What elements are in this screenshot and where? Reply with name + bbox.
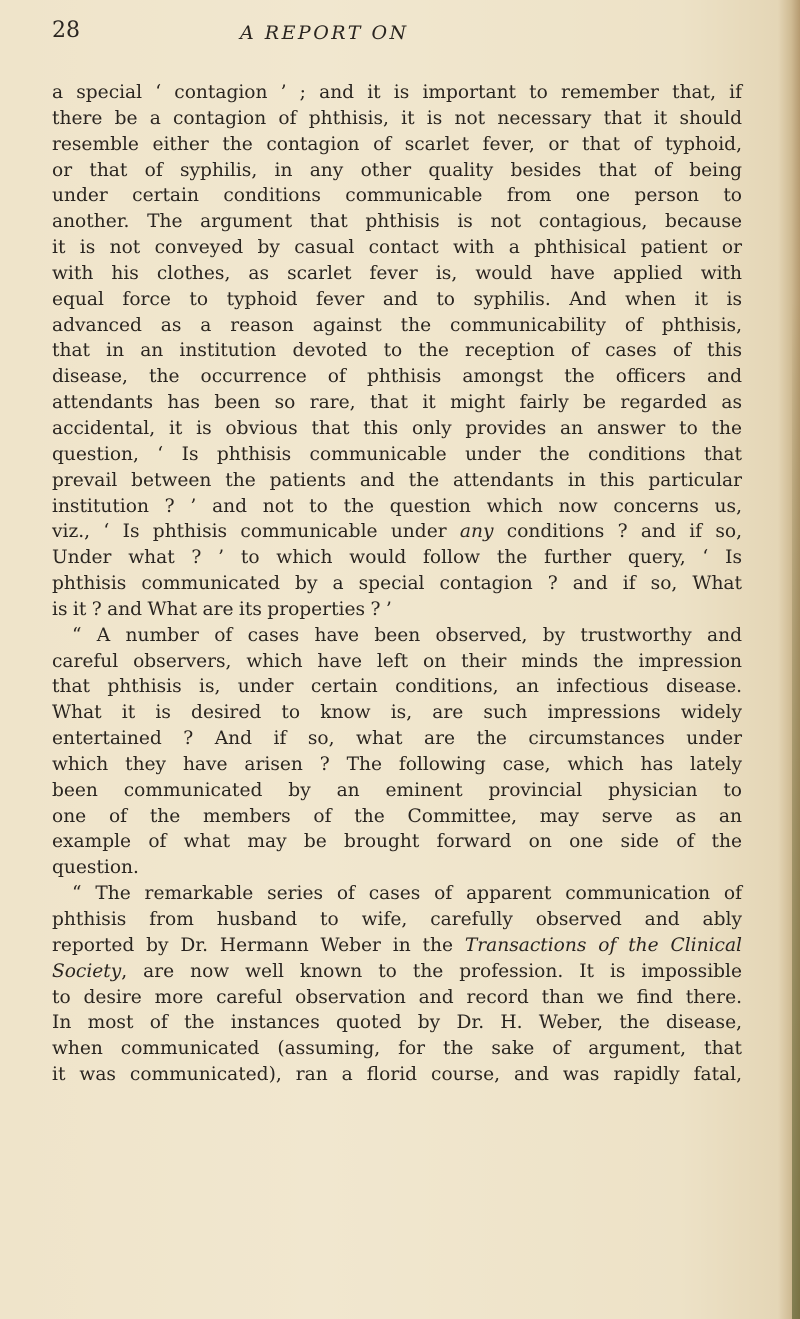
text-line [52, 907, 742, 933]
italic-text: Transactions of the Clinical [464, 934, 742, 956]
text-line [52, 881, 742, 907]
text-segment: with his clothes, as scarlet fever is, would have applied with [52, 262, 742, 284]
text-line [52, 623, 742, 649]
text-line [52, 959, 742, 985]
text-line [52, 313, 742, 339]
text-segment: accidental, it is obvious that this only provides an answer to the [52, 417, 742, 439]
text-segment: it is not conveyed by casual contact with a phthisical patient or [52, 237, 742, 259]
text-segment: when communicated (assuming, for the sake of argument, that [52, 1038, 742, 1060]
text-segment: viz., ‘ Is phthisis communicable under [52, 521, 460, 543]
text-line [52, 235, 742, 261]
text-line [52, 649, 742, 675]
text-line [52, 494, 742, 520]
text-line [52, 1036, 742, 1062]
text-line [52, 132, 742, 158]
text-segment: equal force to typhoid fever and to syphilis. And when it is [52, 288, 742, 310]
text-line [52, 364, 742, 390]
text-segment: advanced as a reason against the communicability of phthisis, [52, 314, 742, 336]
text-line [52, 855, 742, 881]
text-segment: careful observers, which have left on their minds the impression [52, 650, 742, 672]
text-line [52, 726, 742, 752]
text-line [52, 778, 742, 804]
text-line [52, 261, 742, 287]
text-segment: disease, the occurrence of phthisis amongst the officers and [52, 366, 742, 388]
text-segment: one of the members of the Committee, may serve as an [52, 805, 742, 827]
text-segment: or that of syphilis, in any other quality besides that of being [52, 159, 742, 181]
text-segment: “ The remarkable series of cases of apparent communication of [72, 883, 742, 905]
text-line [52, 338, 742, 364]
text-segment: In most of the instances quoted by Dr. H. Weber, the disease, [52, 1012, 742, 1034]
text-line [52, 158, 742, 184]
text-line [52, 597, 742, 623]
body-text [52, 80, 742, 1088]
text-segment: under certain conditions communicable from one person to [52, 185, 742, 207]
text-segment: prevail between the patients and the attendants in this particular [52, 469, 742, 491]
text-line [52, 1010, 742, 1036]
text-line [52, 519, 742, 545]
text-segment: there be a contagion of phthisis, it is not necessary that it should [52, 107, 742, 129]
text-segment: entertained ? And if so, what are the circumstances under [52, 728, 742, 750]
text-line [52, 80, 742, 106]
text-segment: “ A number of cases have been observed, by trustworthy and [72, 624, 742, 646]
running-head: A REPORT ON [240, 22, 409, 44]
text-line [52, 829, 742, 855]
text-segment: phthisis from husband to wife, carefully observed and ably [52, 909, 742, 930]
page-header [52, 18, 752, 58]
text-line [52, 804, 742, 830]
text-segment: phthisis communicated by a special contagion ? and if so, What [52, 573, 742, 595]
text-line [52, 700, 742, 726]
text-segment: example of what may be brought forward on one side of the [52, 831, 742, 853]
text-line [52, 416, 742, 442]
text-line [52, 545, 742, 571]
page-number: 28 [52, 18, 80, 43]
text-line [52, 468, 742, 494]
text-segment: another. The argument that phthisis is not contagious, because [52, 211, 742, 233]
text-segment: , are now well known to the profession. It is impossible [121, 960, 742, 982]
text-line [52, 985, 742, 1011]
text-line [52, 287, 742, 313]
text-segment: resemble either the contagion of scarlet fever, or that of typhoid, [52, 133, 742, 155]
text-segment: that in an institution devoted to the reception of cases of this [52, 340, 742, 362]
page-edge-stain [792, 300, 800, 1319]
text-segment: that phthisis is, under certain conditions, an infectious disease. [52, 676, 742, 698]
text-segment: question. [52, 857, 139, 879]
text-segment: question, ‘ Is phthisis communicable under the conditions that [52, 443, 742, 465]
text-line [52, 442, 742, 468]
text-segment: which they have arisen ? The following case, which has lately [52, 753, 742, 775]
text-segment: attendants has been so rare, that it might fairly be regarded as [52, 392, 742, 414]
italic-text: Society [52, 960, 122, 982]
text-line [52, 183, 742, 209]
text-line [52, 1062, 742, 1088]
text-segment: been communicated by an eminent provincial physician to [52, 779, 742, 801]
text-segment: reported by Dr. Hermann Weber in the [52, 934, 465, 956]
text-line [52, 390, 742, 416]
text-segment: is it ? and What are its properties ? ’ [52, 598, 392, 620]
text-line [52, 933, 742, 959]
text-segment: Under what ? ’ to which would follow the further query, ‘ Is [52, 547, 742, 569]
italic-text: any [459, 521, 494, 543]
text-segment: conditions ? and if so, [493, 521, 742, 543]
text-segment: a special ‘ contagion ’ ; and it is important to remember that, if [52, 82, 742, 103]
text-line [52, 571, 742, 597]
text-line [52, 106, 742, 132]
text-segment: it was communicated), ran a florid course, and was rapidly fatal, [52, 1064, 742, 1086]
text-segment: institution ? ’ and not to the question which now concerns us, [52, 495, 742, 517]
text-line [52, 209, 742, 235]
text-segment: What it is desired to know is, are such impressions widely [52, 702, 742, 724]
text-segment: to desire more careful observation and record than we find there. [52, 986, 742, 1008]
text-line [52, 674, 742, 700]
text-line [52, 752, 742, 778]
